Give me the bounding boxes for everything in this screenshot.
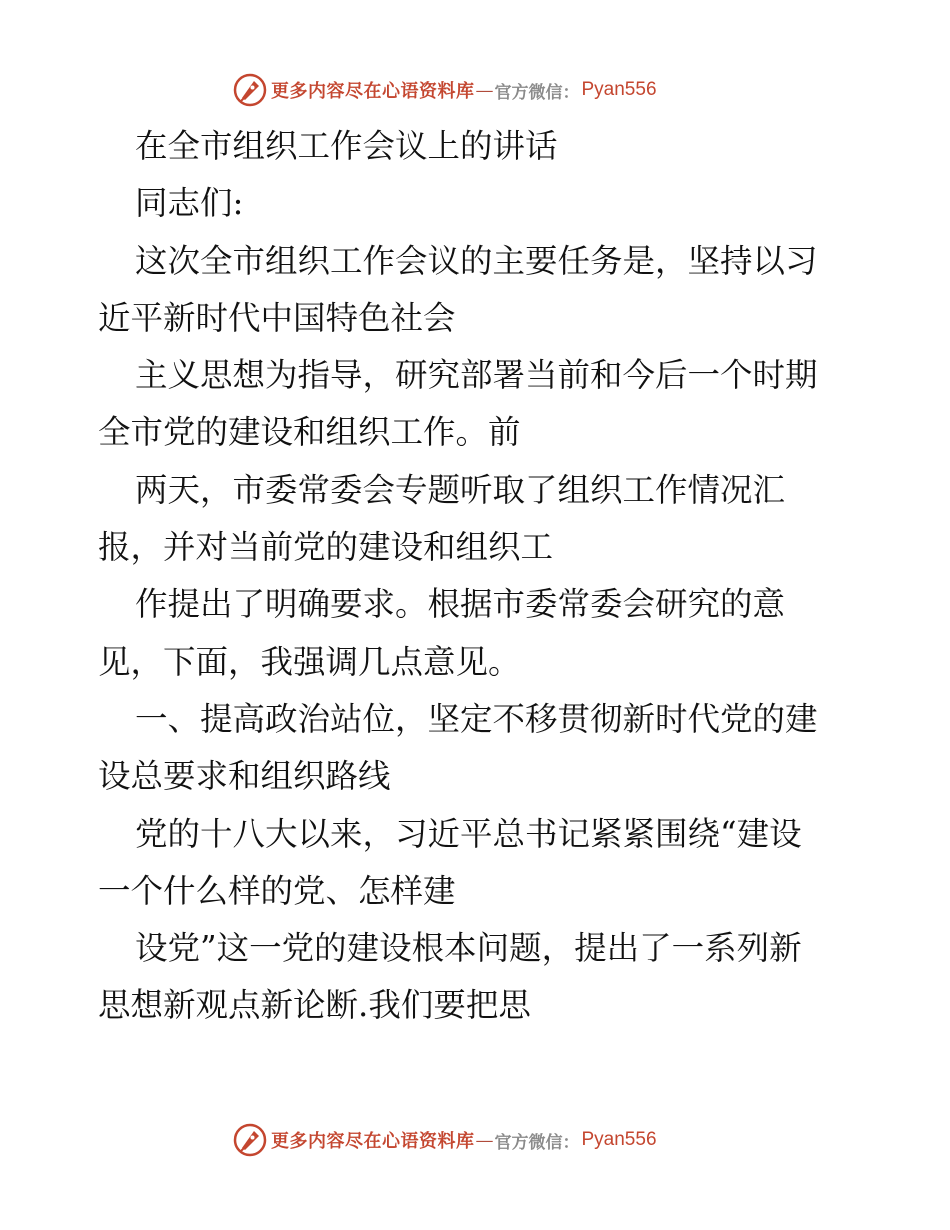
body-line: 设党”这一党的建设根本问题，提出了一系列新	[135, 929, 802, 968]
pen-nib-logo-icon	[233, 73, 267, 107]
body-line: 一、提高政治站位，坚定不移贯彻新时代党的建	[135, 699, 818, 738]
banner-wechat-id: Pyan556	[581, 1129, 657, 1150]
pen-nib-logo-icon	[233, 1123, 267, 1157]
body-line: 报，并对当前党的建设和组织工	[98, 528, 554, 567]
body-line: 见，下面，我强调几点意见。	[98, 642, 521, 681]
body-line: 一个什么样的党、怎样建	[98, 871, 456, 910]
footer-watermark-banner	[233, 1122, 657, 1158]
body-line: 全市党的建设和组织工作。前	[98, 413, 521, 452]
body-line: 思想新观点新论断.我们要把思	[98, 986, 531, 1025]
body-line: 两天，市委常委会专题听取了组织工作情况汇	[135, 470, 786, 509]
header-watermark-banner	[233, 72, 657, 108]
body-line: 作提出了明确要求。根据市委常委会研究的意	[135, 585, 786, 624]
banner-wechat-label: 官方微信：	[494, 1132, 580, 1153]
body-line: 设总要求和组织路线	[98, 757, 391, 796]
banner-separator: —	[475, 1129, 494, 1151]
body-line: 在全市组织工作会议上的讲话	[135, 127, 558, 165]
document-body	[98, 118, 858, 1035]
banner-wechat-id: Pyan556	[581, 79, 657, 100]
body-line: 近平新时代中国特色社会	[98, 298, 456, 337]
banner-site-name: 更多内容尽在心语资料库	[271, 81, 475, 102]
body-line: 党的十八大以来，习近平总书记紧紧围绕“建设	[135, 814, 802, 853]
banner-separator: —	[475, 79, 494, 101]
banner-wechat-label: 官方微信：	[494, 82, 580, 103]
banner-site-name: 更多内容尽在心语资料库	[271, 1131, 475, 1152]
body-line: 主义思想为指导，研究部署当前和今后一个时期	[135, 356, 818, 395]
body-line: 同志们:	[135, 184, 244, 223]
body-line: 这次全市组织工作会议的主要任务是，坚持以习	[135, 241, 818, 280]
